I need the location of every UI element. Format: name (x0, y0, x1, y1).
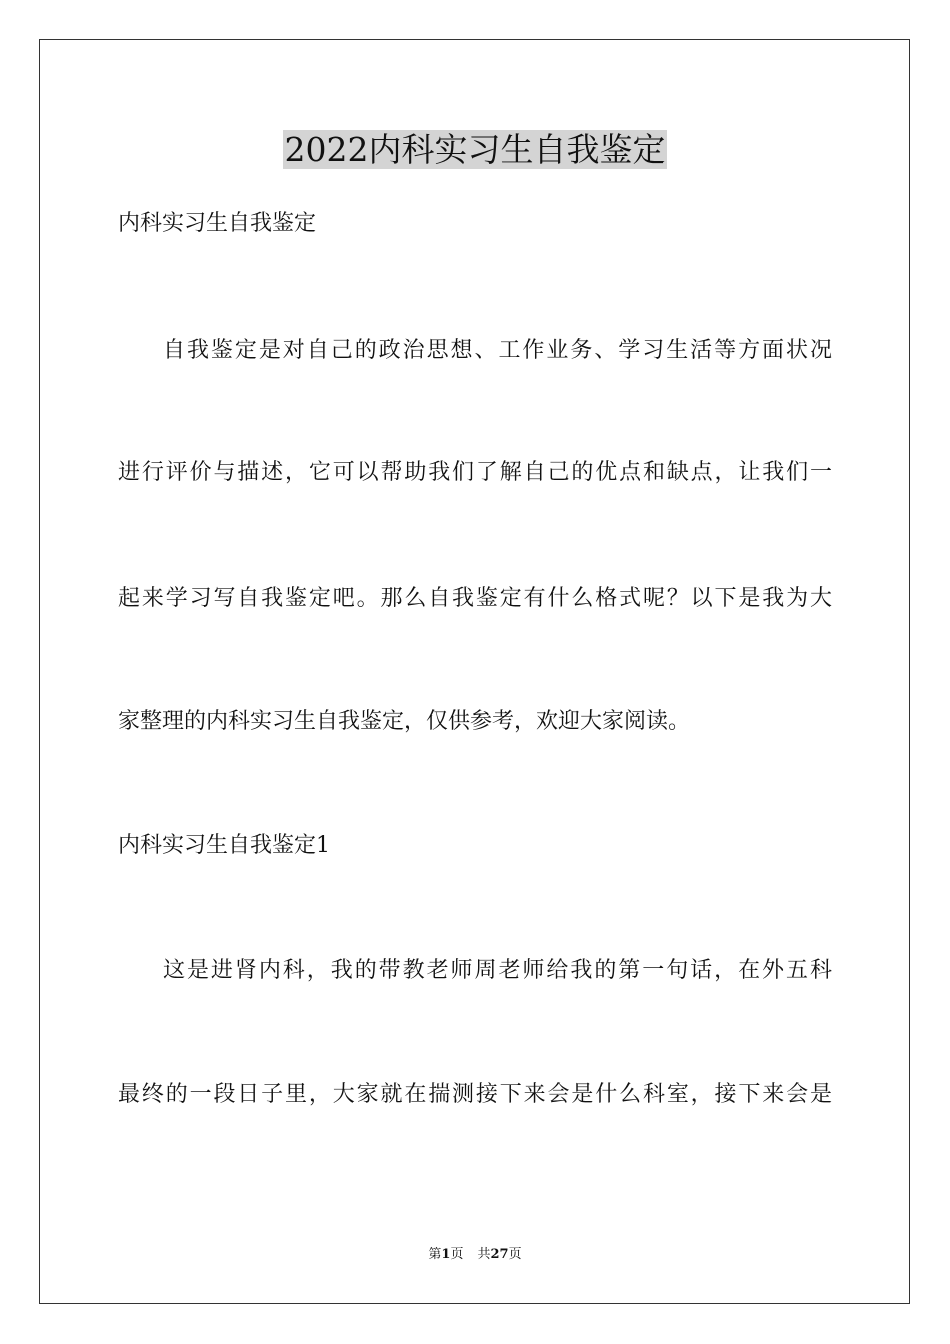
page-footer (0, 1246, 950, 1264)
footer-page-number: 1 (441, 1247, 451, 1262)
paragraph-line: 这是进肾内科，我的带教老师周老师给我的第一句话，在外五科 (163, 958, 832, 983)
paragraph-line: 起来学习写自我鉴定吧。那么自我鉴定有什么格式呢？以下是我为大 (118, 586, 832, 611)
footer-page-suffix: 页 (450, 1247, 464, 1262)
footer-total-prefix: 共 (477, 1247, 491, 1262)
paragraph-line: 自我鉴定是对自己的政治思想、工作业务、学习生活等方面状况 (163, 338, 832, 363)
footer-total-suffix: 页 (508, 1247, 522, 1262)
document-title (0, 128, 950, 172)
subtitle-line: 内科实习生自我鉴定 (118, 211, 317, 236)
paragraph-line: 最终的一段日子里，大家就在揣测接下来会是什么科室，接下来会是 (118, 1082, 832, 1107)
section-heading: 内科实习生自我鉴定1 (118, 833, 330, 858)
footer-total-pages: 27 (490, 1247, 509, 1262)
footer-page-prefix: 第 (428, 1247, 442, 1262)
paragraph-line: 家整理的内科实习生自我鉴定，仅供参考，欢迎大家阅读。 (118, 709, 691, 734)
document-title-text: 2022内科实习生自我鉴定 (284, 130, 666, 169)
paragraph-line: 进行评价与描述，它可以帮助我们了解自己的优点和缺点，让我们一 (118, 460, 832, 485)
